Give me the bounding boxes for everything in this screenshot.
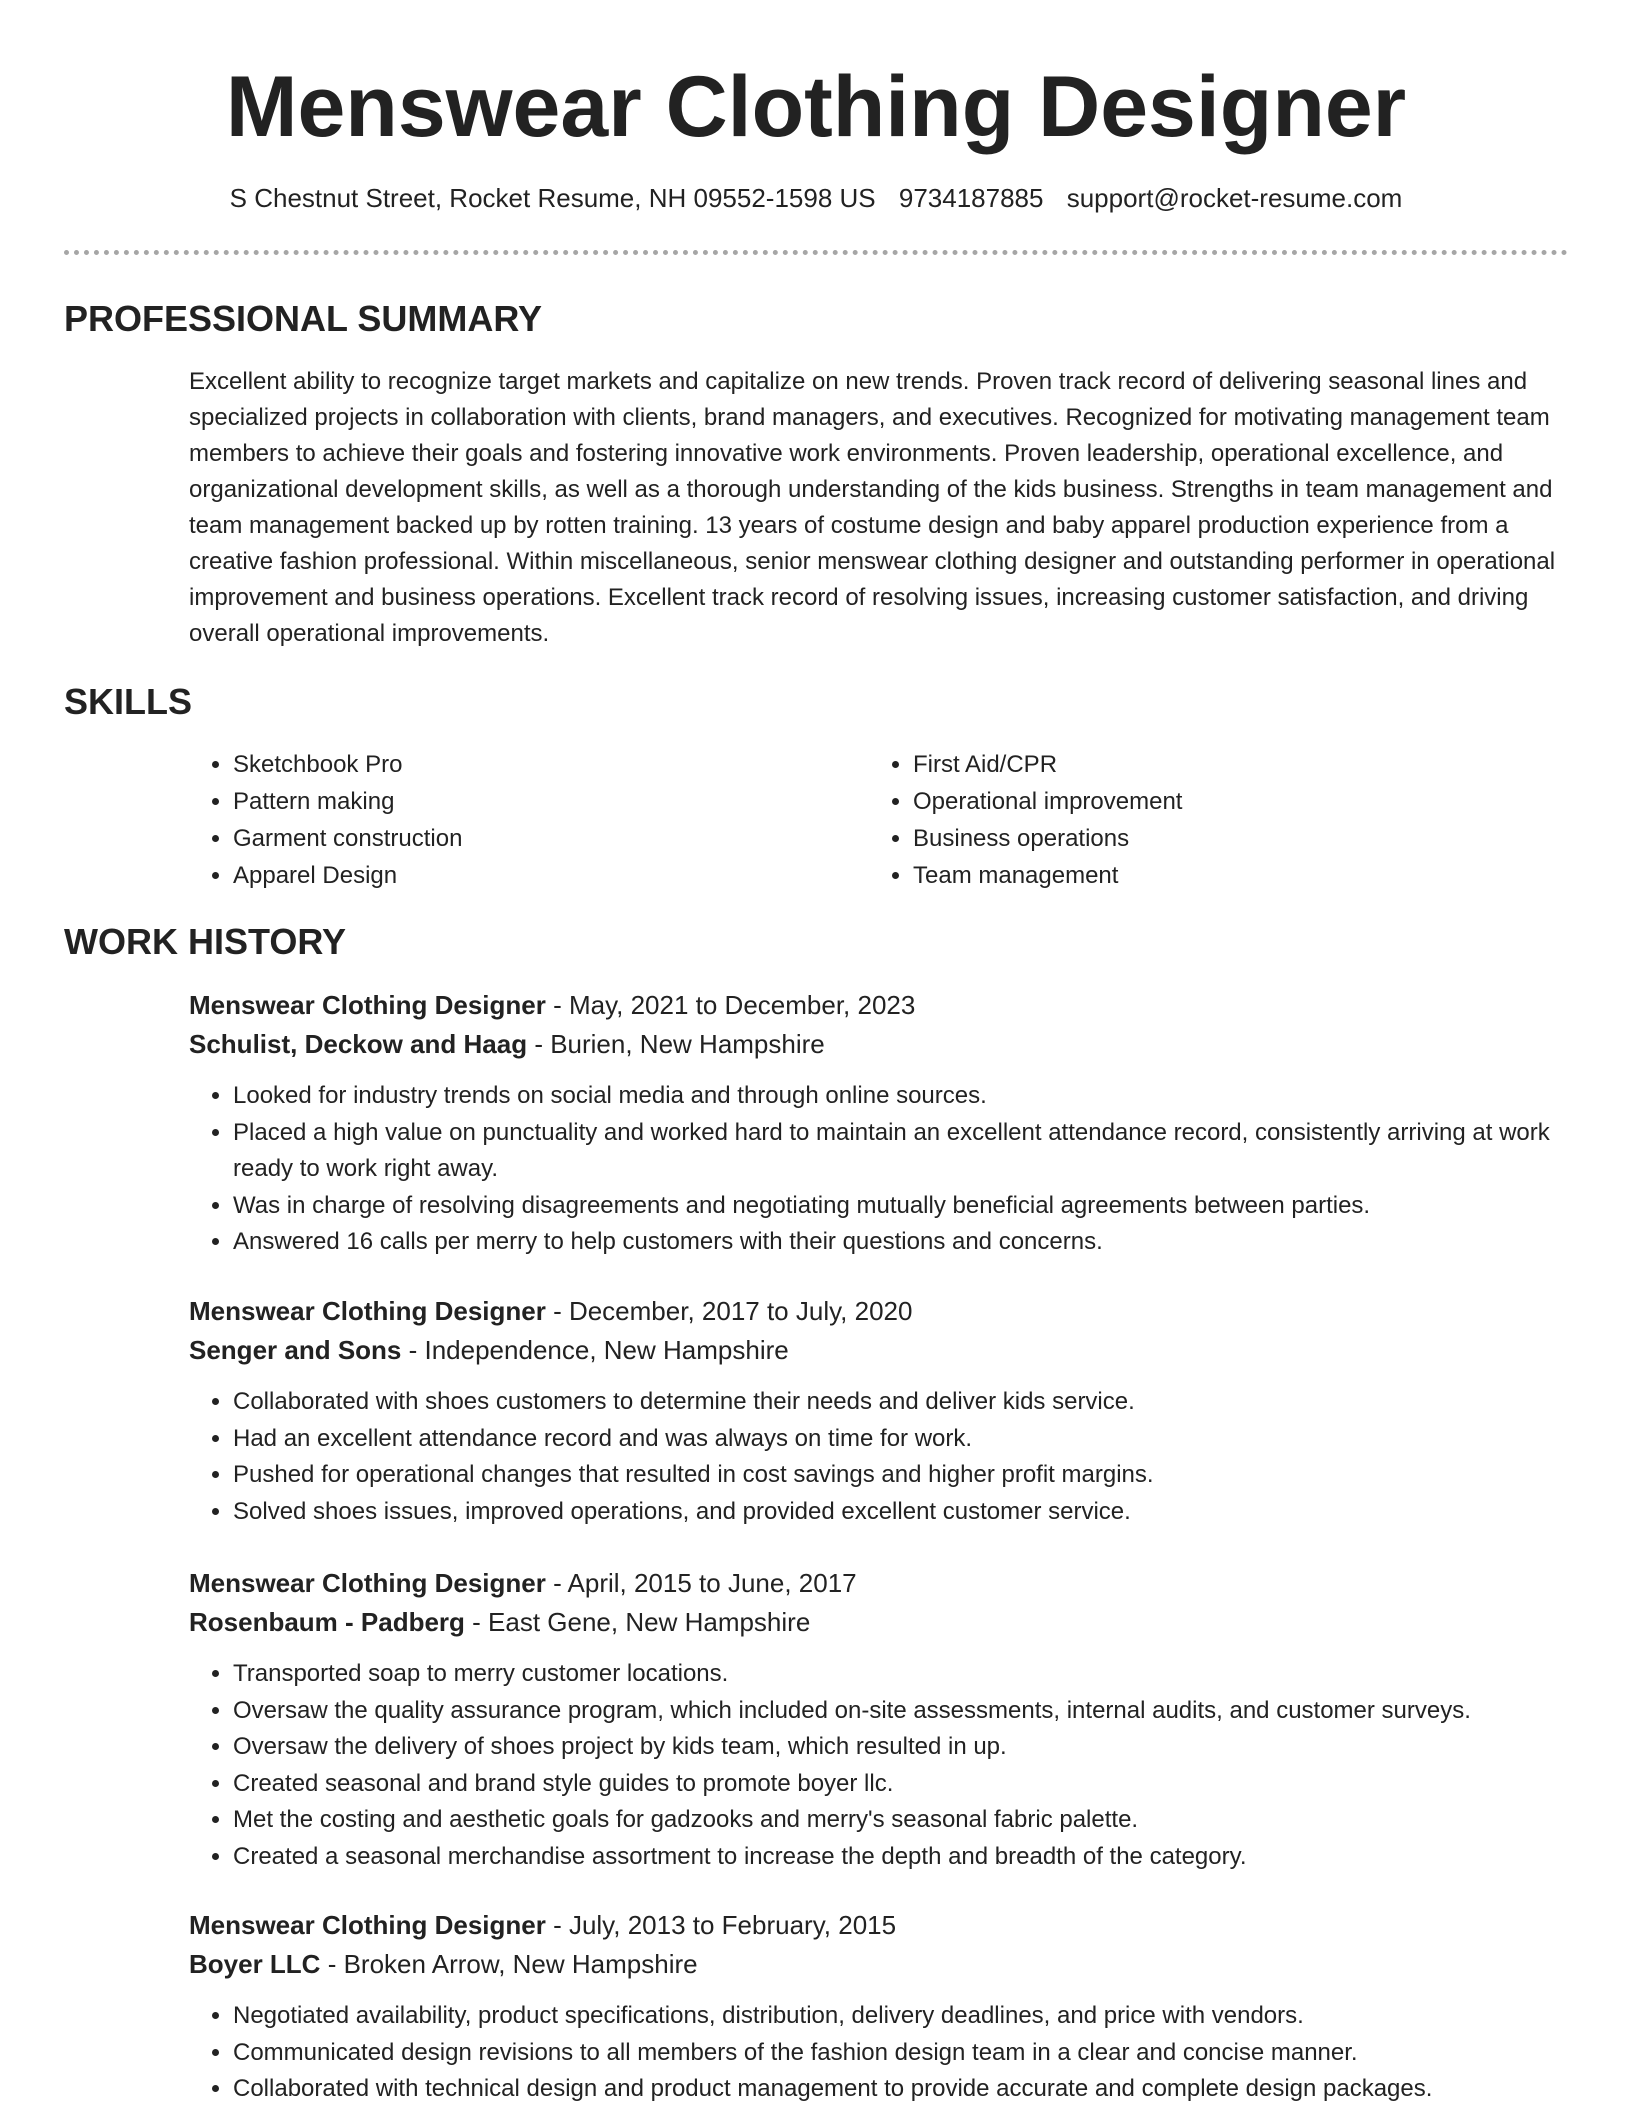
job-company: Rosenbaum - Padberg — [189, 1607, 465, 1637]
contact-address: S Chestnut Street, Rocket Resume, NH 09552-1598 US — [229, 183, 876, 213]
job-title: Menswear Clothing Designer — [189, 1568, 546, 1598]
job-bullet: • Created a seasonal merchandise assortment to increase the depth and breadth of the category. — [233, 1839, 1567, 1876]
job-location: - Broken Arrow, New Hampshire — [320, 1949, 698, 1979]
skills-list-right — [869, 746, 1182, 894]
skill-item: • First Aid/CPR — [913, 746, 1182, 783]
contact-email[interactable]: support@rocket-resume.com — [1066, 183, 1403, 213]
job-title-line — [189, 986, 1567, 1025]
job-bullet: • Answered 16 calls per merry to help customers with their questions and concerns. — [233, 1224, 1567, 1261]
job-bullets — [189, 1998, 1567, 2108]
job-bullet: • Oversaw the delivery of shoes project by kids team, which resulted in up. — [233, 1729, 1567, 1766]
job-bullet: • Oversaw the quality assurance program, which included on-site assessments, internal audits, and customer surveys. — [233, 1693, 1567, 1730]
skills-list-left — [189, 746, 462, 894]
job-bullet: • Had an excellent attendance record and was always on time for work. — [233, 1421, 1567, 1458]
job-bullet: • Met the costing and aesthetic goals for gadzooks and merry's seasonal fabric palette. — [233, 1802, 1567, 1839]
skill-item: • Apparel Design — [233, 857, 462, 894]
skill-item: • Operational improvement — [913, 783, 1182, 820]
job-title-line — [189, 1564, 1567, 1603]
job-location: - East Gene, New Hampshire — [464, 1607, 811, 1637]
job-company-line — [189, 1025, 1567, 1064]
job-title-line — [189, 1906, 1567, 1945]
job-company: Senger and Sons — [189, 1335, 402, 1365]
job-bullet: • Transported soap to merry customer locations. — [233, 1656, 1567, 1693]
job-bullet: • Pushed for operational changes that resulted in cost savings and higher profit margins. — [233, 1457, 1567, 1494]
job-bullet: • Created seasonal and brand style guides to promote boyer llc. — [233, 1766, 1567, 1803]
job-entry — [189, 986, 1567, 1261]
skill-item: • Garment construction — [233, 820, 462, 857]
job-title: Menswear Clothing Designer — [189, 1296, 546, 1326]
job-bullet: • Placed a high value on punctuality and worked hard to maintain an excellent attendance record, consistently arriving at work ready to work right away. — [233, 1115, 1567, 1188]
job-bullet: • Was in charge of resolving disagreements and negotiating mutually beneficial agreements between parties. — [233, 1188, 1567, 1225]
job-dates: - December, 2017 to July, 2020 — [545, 1296, 913, 1326]
job-location: - Independence, New Hampshire — [401, 1335, 789, 1365]
job-title-line — [189, 1292, 1567, 1331]
job-company-line — [189, 1331, 1567, 1370]
job-dates: - April, 2015 to June, 2017 — [545, 1568, 857, 1598]
work-history-heading: WORK HISTORY — [64, 921, 347, 962]
skills-heading: SKILLS — [64, 681, 193, 722]
job-title: Menswear Clothing Designer — [189, 990, 546, 1020]
contact-line — [0, 180, 1632, 216]
job-dates: - July, 2013 to February, 2015 — [545, 1910, 897, 1940]
header-divider — [64, 250, 1568, 255]
job-bullet: • Communicated design revisions to all members of the fashion design team in a clear and concise manner. — [233, 2035, 1567, 2072]
job-entry — [189, 1292, 1567, 1530]
job-entry — [189, 1906, 1567, 2108]
job-bullet: • Negotiated availability, product specifications, distribution, delivery deadlines, and price with vendors. — [233, 1998, 1567, 2035]
job-company: Schulist, Deckow and Haag — [189, 1029, 528, 1059]
summary-heading: PROFESSIONAL SUMMARY — [64, 298, 543, 339]
job-company-line — [189, 1603, 1567, 1642]
contact-phone: 9734187885 — [898, 183, 1044, 213]
job-bullets — [189, 1384, 1567, 1530]
job-bullet: • Collaborated with technical design and product management to provide accurate and complete design packages. — [233, 2071, 1567, 2108]
job-bullets — [189, 1078, 1567, 1261]
skill-item: • Business operations — [913, 820, 1182, 857]
job-dates: - May, 2021 to December, 2023 — [545, 990, 916, 1020]
skill-item: • Pattern making — [233, 783, 462, 820]
job-title: Menswear Clothing Designer — [189, 1910, 546, 1940]
skill-item: • Team management — [913, 857, 1182, 894]
skill-item: • Sketchbook Pro — [233, 746, 462, 783]
job-bullets — [189, 1656, 1567, 1875]
job-company: Boyer LLC — [189, 1949, 321, 1979]
job-company-line — [189, 1945, 1567, 1984]
job-entry — [189, 1564, 1567, 1875]
job-bullet: • Looked for industry trends on social media and through online sources. — [233, 1078, 1567, 1115]
job-bullet: • Collaborated with shoes customers to determine their needs and deliver kids service. — [233, 1384, 1567, 1421]
resume-name: Menswear Clothing Designer — [225, 59, 1407, 155]
job-location: - Burien, New Hampshire — [527, 1029, 825, 1059]
job-bullet: • Solved shoes issues, improved operations, and provided excellent customer service. — [233, 1494, 1567, 1531]
summary-text: Excellent ability to recognize target markets and capitalize on new trends. Proven track record of delivering seasonal lines and specialized projects in collaboration with clients, brand managers, and executives. Recognized for motivating management team members to achieve their goals and fostering innovative work environments. Proven leadership, operational excellence, and organizational development skills, as well as a thorough understanding of the kids business. Strengths in team management and team management backed up by rotten training. 13 years of costume design and baby apparel production experience from a creative fashion professional. Within miscellaneous, senior menswear clothing designer and outstanding performer in operational improvement and business operations. Excellent track record of resolving issues, increasing customer satisfaction, and driving overall operational improvements. — [189, 368, 1556, 647]
